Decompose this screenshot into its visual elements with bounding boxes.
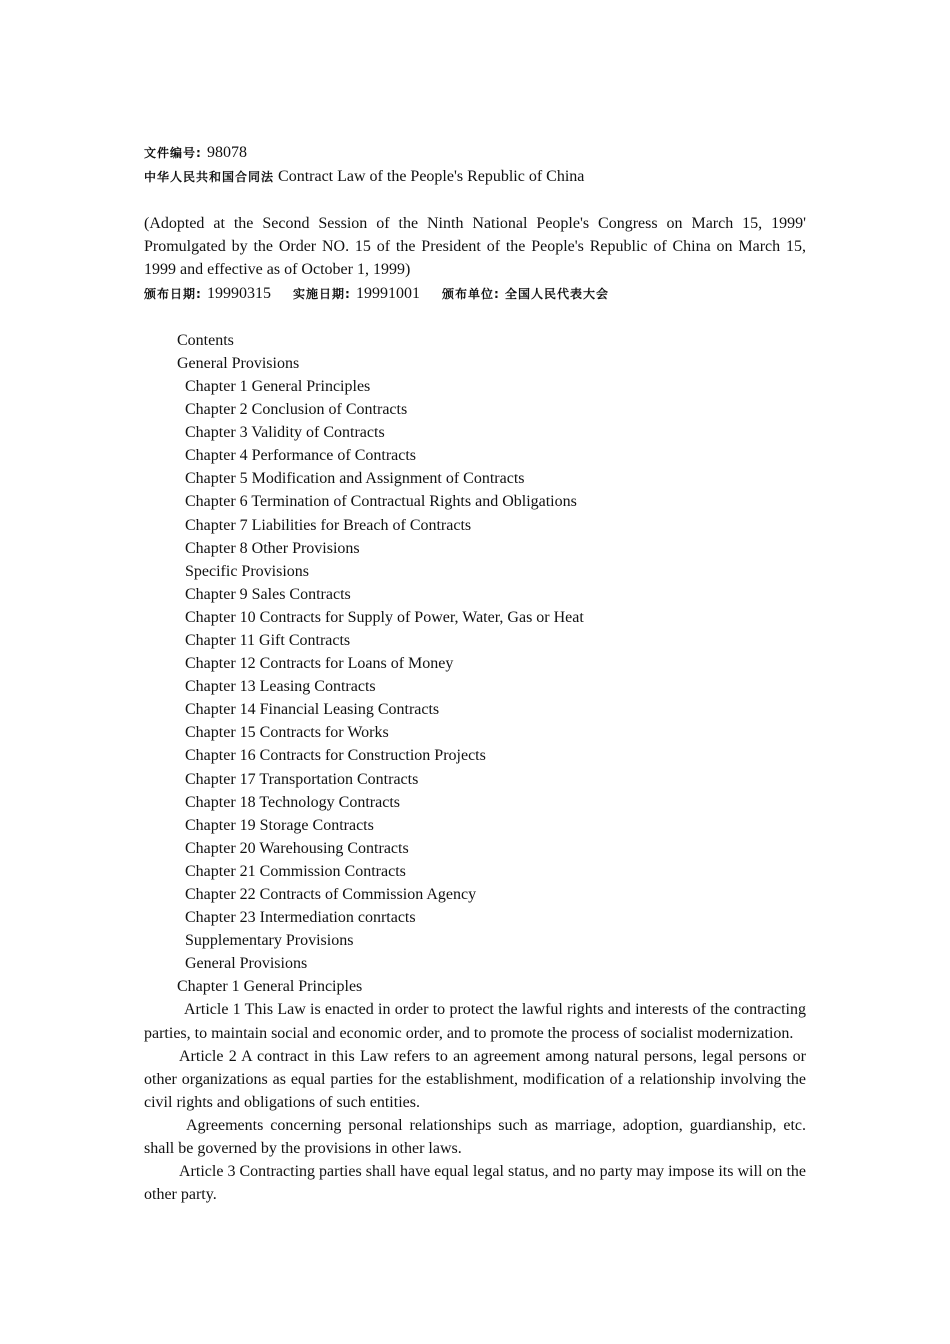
contents-item: Specific Provisions [185,562,309,580]
contents-item: Chapter 7 Liabilities for Breach of Contracts [185,516,472,534]
colon: : [196,146,207,160]
colon: : [196,286,207,301]
contents-general-provisions: General Provisions [177,354,300,372]
contents-item: Chapter 15 Contracts for Works [185,724,389,742]
contents-item: Chapter 3 Validity of Contracts [185,424,385,442]
spacer [144,306,806,329]
contents-item: Chapter 20 Warehousing Contracts [185,839,409,857]
contents-item: Chapter 11 Gift Contracts [185,631,351,649]
document-number-value: 98078 [207,144,247,161]
promulgation-date-label: 颁布日期 [144,286,197,301]
contents-item: Chapter 4 Performance of Contracts [185,447,417,465]
contents-item: Chapter 23 Intermediation conrtacts [185,909,416,927]
title-line [144,165,806,189]
document-page [144,141,806,1206]
colon: : [494,286,505,301]
contents-heading: Contents [177,331,234,349]
promulgation-date-value: 19990315 [207,284,271,302]
contents-item: Supplementary Provisions [185,932,354,950]
effective-date-value: 19991001 [356,284,420,302]
effective-date-label: 实施日期 [293,286,346,301]
contents-item: Chapter 22 Contracts of Commission Agency [185,886,477,903]
article-3: Article 3 Contracting parties shall have equal legal status, and no party may impose its will on the other party. [144,1163,806,1204]
contents-item: Chapter 2 Conclusion of Contracts [185,401,408,419]
contents-item: Chapter 6 Termination of Contractual Rights and Obligations [185,493,577,511]
issuer-label: 颁布单位 [442,286,495,301]
title-chinese: 中华人民共和国合同法 [144,170,275,185]
spacer [144,189,806,212]
document-number-label: 文件编号 [144,146,197,160]
contents-item: Chapter 14 Financial Leasing Contracts [185,701,440,719]
contents-item: Chapter 12 Contracts for Loans of Money [185,655,454,673]
contents-item: General Provisions [185,955,308,973]
contents-item: Chapter 18 Technology Contracts [185,793,400,811]
chapter-1-heading: Chapter 1 General Principles [177,978,363,996]
article-2: Article 2 A contract in this Law refers to an agreement among natural persons, legal persons or other organizations as equal parties for the establishment, modification of a relationship involving the civil rights and obligations of such entities. [144,1047,806,1111]
colon: : [345,286,356,301]
contents-item: Chapter 16 Contracts for Construction Projects [185,747,486,765]
contents-item: Chapter 13 Leasing Contracts [185,678,376,696]
document-number-line [144,141,806,165]
contents-item: Chapter 10 Contracts for Supply of Power, Water, Gas or Heat [185,608,584,626]
adoption-note: (Adopted at the Second Session of the Ninth National People's Congress on March 15, 1999' Promulgated by the Order NO. 15 of the President of the People's Republic of China on March 15, 1999 and effective as of October 1, 1999) [144,215,806,279]
contents-item: Chapter 17 Transportation Contracts [185,770,419,788]
contents-item: Chapter 5 Modification and Assignment of Contracts [185,470,525,488]
article-2-paragraph-2: Agreements concerning personal relationships such as marriage, adoption, guardianship, etc. shall be governed by the provisions in other laws. [144,1116,806,1158]
article-1: Article 1 This Law is enacted in order to protect the lawful rights and interests of the contracting parties, to maintain social and economic order, and to promote the process of socialist modernization. [144,1001,806,1042]
contents-item: Chapter 8 Other Provisions [185,539,360,557]
contents-item: Chapter 19 Storage Contracts [185,816,374,834]
contents-list [144,375,806,975]
title-english: Contract Law of the People's Republic of China [278,168,585,186]
issuer-value: 全国人民代表大会 [505,286,610,301]
contents-item: Chapter 21 Commission Contracts [185,862,406,880]
metadata-line [144,282,806,306]
contents-item: Chapter 9 Sales Contracts [185,585,351,603]
contents-item: Chapter 1 General Principles [185,377,371,395]
